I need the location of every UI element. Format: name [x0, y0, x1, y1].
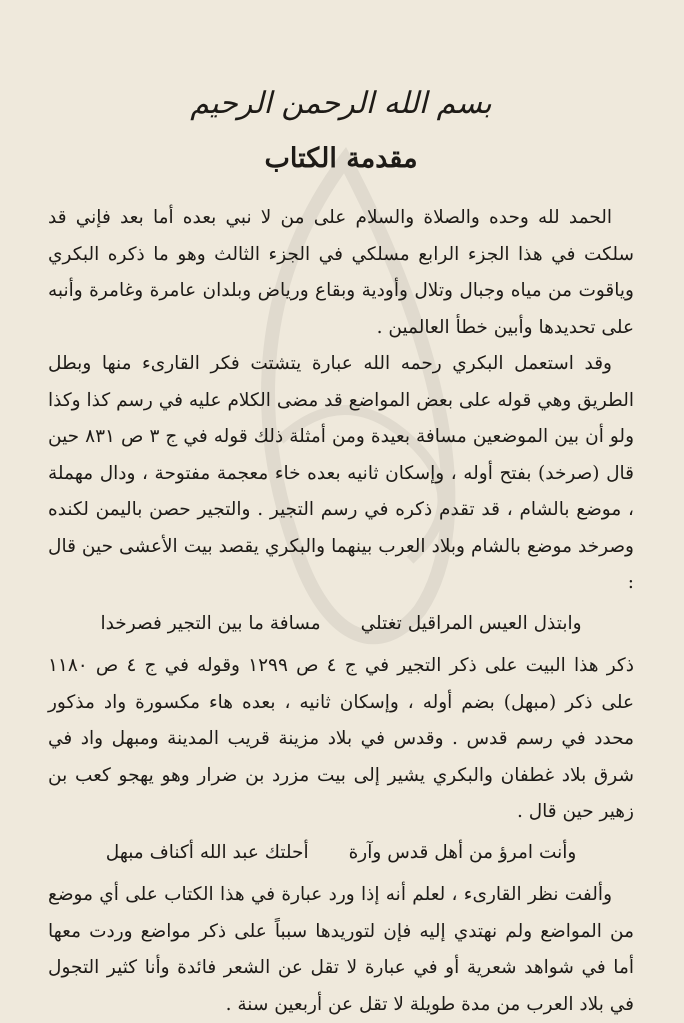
verse-1-first-hemistich: وابتذل العيس المراقيل تغتلي: [360, 612, 582, 634]
verse-2: [48, 835, 634, 872]
calligraphy-watermark: [180, 140, 510, 700]
verse-2-second-hemistich: أحلتك عبد الله أكناف مبهل: [105, 841, 309, 863]
paragraph-3: ذكر هذا البيت على ذكر التجير في ج ٤ ص ١٢٩٩ وقوله في ج ٤ ص ١١٨٠ على ذكر (مبهل) بضم أوله ، وإسكان ثانيه ، بعده هاء مكسورة واد مذكور محدد في رسم قدس . وقدس في بلاد مزينة قريب المدينة ومبهل واد في شرق بلاد غطفان والبكري يشير إلى بيت مزرد بن ضرار وهو يهجو كعب بن زهير حين قال .: [48, 655, 634, 822]
basmala-heading: بسم الله الرحمن الرحيم: [190, 86, 492, 121]
paragraph-2: وقد استعمل البكري رحمه الله عبارة يتشتت فكر القارىء منها وبطل الطريق وهي قوله على بعض المواضع قد مضى الكلام عليه في رسم كذا وكذا ولو أن بين الموضعين مسافة بعيدة ومن أمثلة ذلك قوله في ج ٣ ص ٨٣١ حين قال (صرخد) بفتح أوله ، وإسكان ثانيه بعده خاء معجمة مفتوحة ، ودال مهملة ، موضع بالشام ، قد تقدم ذكره في رسم التجير . والتجير حصن باليمن لكنده وصرخد موضع بالشام وبلاد العرب بينهما والبكري يقصد بيت الأعشى حين قال :: [48, 353, 634, 593]
verse-2-first-hemistich: وأنت امرؤ من أهل قدس وآرة: [348, 841, 577, 863]
page-title: مقدمة الكتاب: [264, 143, 418, 174]
paragraph-1: الحمد لله وحده والصلاة والسلام على من لا نبي بعده أما بعد فإني قد سلكت في هذا الجزء الرابع مسلكي في الجزء الثالث وهو ما ذكره البكري وياقوت من مياه وجبال وتلال وأودية وبقاع ورياض وبلدان عامرة وغامرة وأنبه على تحديدها وأبين خطأ العالمين .: [48, 207, 634, 338]
paragraph-4: وألفت نظر القارىء ، لعلم أنه إذا ورد عبارة في هذا الكتاب على أي موضع من المواضع ولم نهتدي إليه فإن لتوريدها سبباً على ذكر مواضع وردت معها أما في شواهد شعرية أو في عبارة لا تقل عن الشعر فائدة وأنا كثير التجول في بلاد العرب من مدة طويلة لا تقل عن أربعين سنة .: [48, 884, 634, 1015]
verse-1-second-hemistich: مسافة ما بين التجير فصرخدا: [100, 612, 321, 634]
